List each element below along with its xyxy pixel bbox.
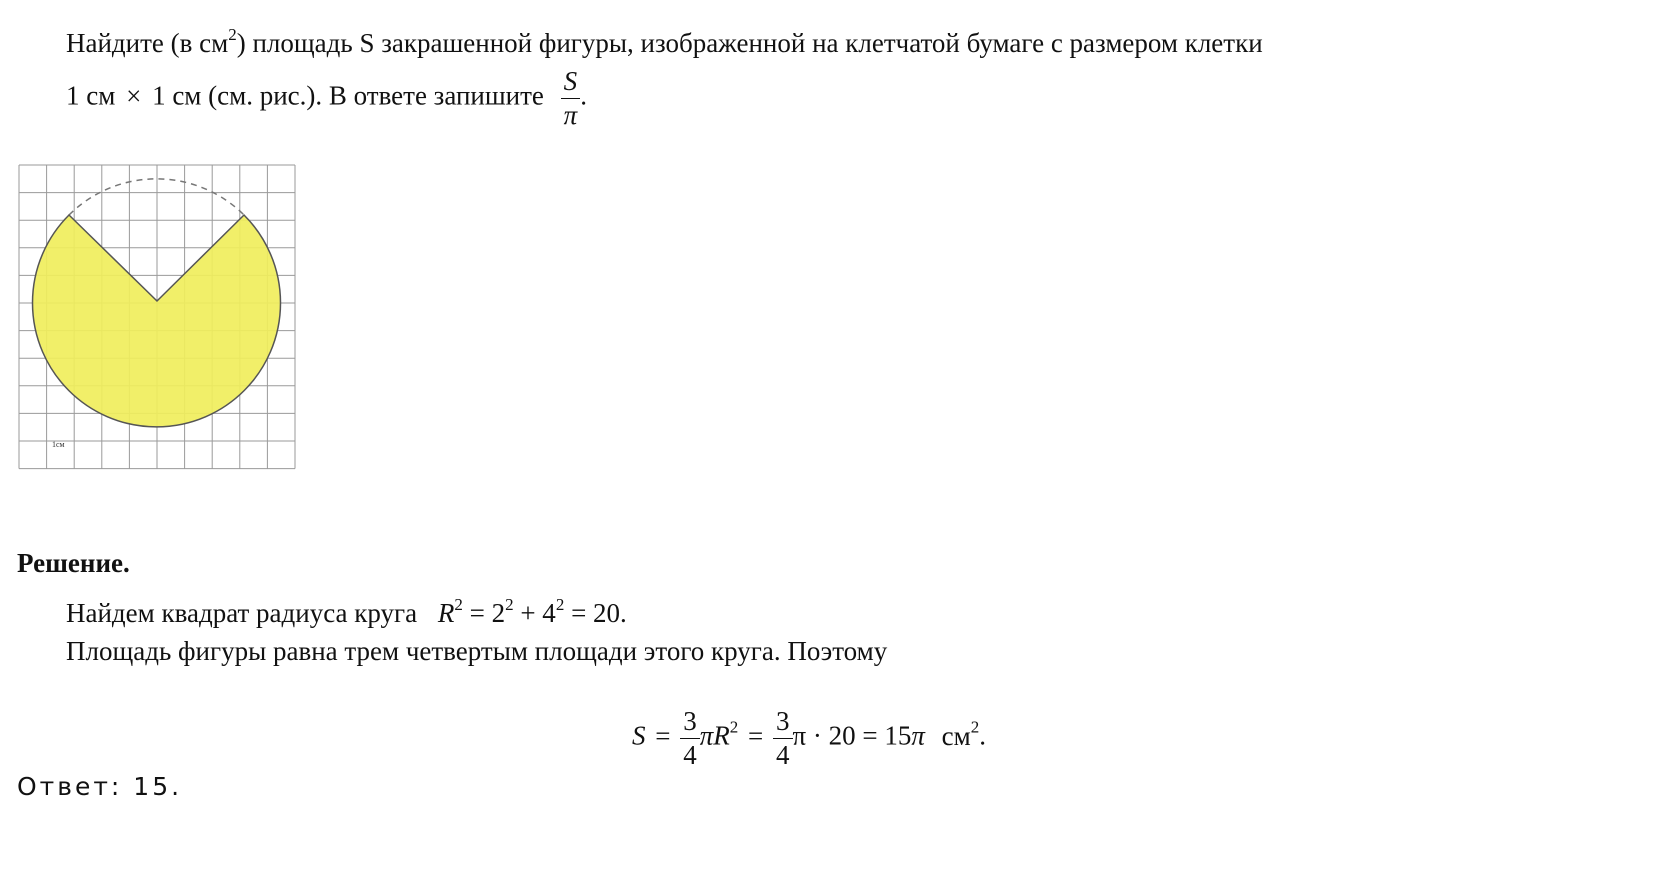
pi-r: πR	[699, 720, 730, 751]
superscript: 2	[555, 595, 565, 614]
grid-figure	[18, 164, 298, 470]
times-symbol: ×	[126, 80, 142, 111]
equation-part: + 4	[520, 598, 556, 628]
solution-step-1	[66, 595, 627, 629]
solution-step-2: Площадь фигуры равна трем четвертым площади этого круга. Поэтому	[66, 636, 888, 666]
area-formula	[632, 708, 986, 769]
equals: =	[748, 720, 764, 751]
period: .	[979, 720, 986, 751]
three-quarters-fraction	[773, 708, 793, 769]
problem-line-2	[66, 68, 587, 129]
problem-line-1	[66, 25, 1263, 59]
superscript: 2	[228, 25, 237, 44]
fraction-numerator: 3	[683, 706, 697, 736]
answer-line: Ответ: 15.	[17, 772, 183, 801]
three-quarters-fraction	[680, 708, 700, 769]
r-symbol: R	[437, 598, 455, 628]
equation-part: = 2	[469, 598, 506, 628]
pi-symbol: π	[911, 720, 925, 751]
problem-text-part: 1 см	[66, 80, 116, 111]
s-over-pi-fraction	[561, 68, 581, 129]
fraction-denominator: 4	[680, 738, 700, 769]
fraction-numerator: 3	[776, 706, 790, 736]
step-text: Найдем квадрат радиуса круга	[66, 598, 418, 628]
fraction-numerator: S	[563, 66, 578, 96]
s-symbol: S	[632, 720, 646, 751]
superscript: 2	[970, 717, 980, 737]
superscript: 2	[505, 595, 514, 614]
equation-part: π · 20 = 15	[792, 720, 912, 751]
problem-text-part: ) площадь S закрашенной фигуры, изображенной на клетчатой бумаге с размером клетки	[236, 28, 1263, 58]
problem-text-part: Найдите (в см	[66, 28, 229, 58]
superscript: 2	[729, 717, 739, 737]
solution-heading: Решение.	[17, 548, 130, 578]
unit: см	[941, 720, 971, 751]
fraction-denominator: π	[561, 98, 581, 129]
problem-text-part: 1 см (см. рис.). В ответе запишите	[152, 80, 544, 111]
fraction-denominator: 4	[773, 738, 793, 769]
period: .	[580, 80, 587, 111]
equals: =	[655, 720, 671, 751]
superscript: 2	[454, 595, 463, 614]
scale-label: 1см	[52, 440, 65, 449]
radius-equation	[437, 595, 627, 628]
equation-part: = 20.	[571, 598, 627, 628]
